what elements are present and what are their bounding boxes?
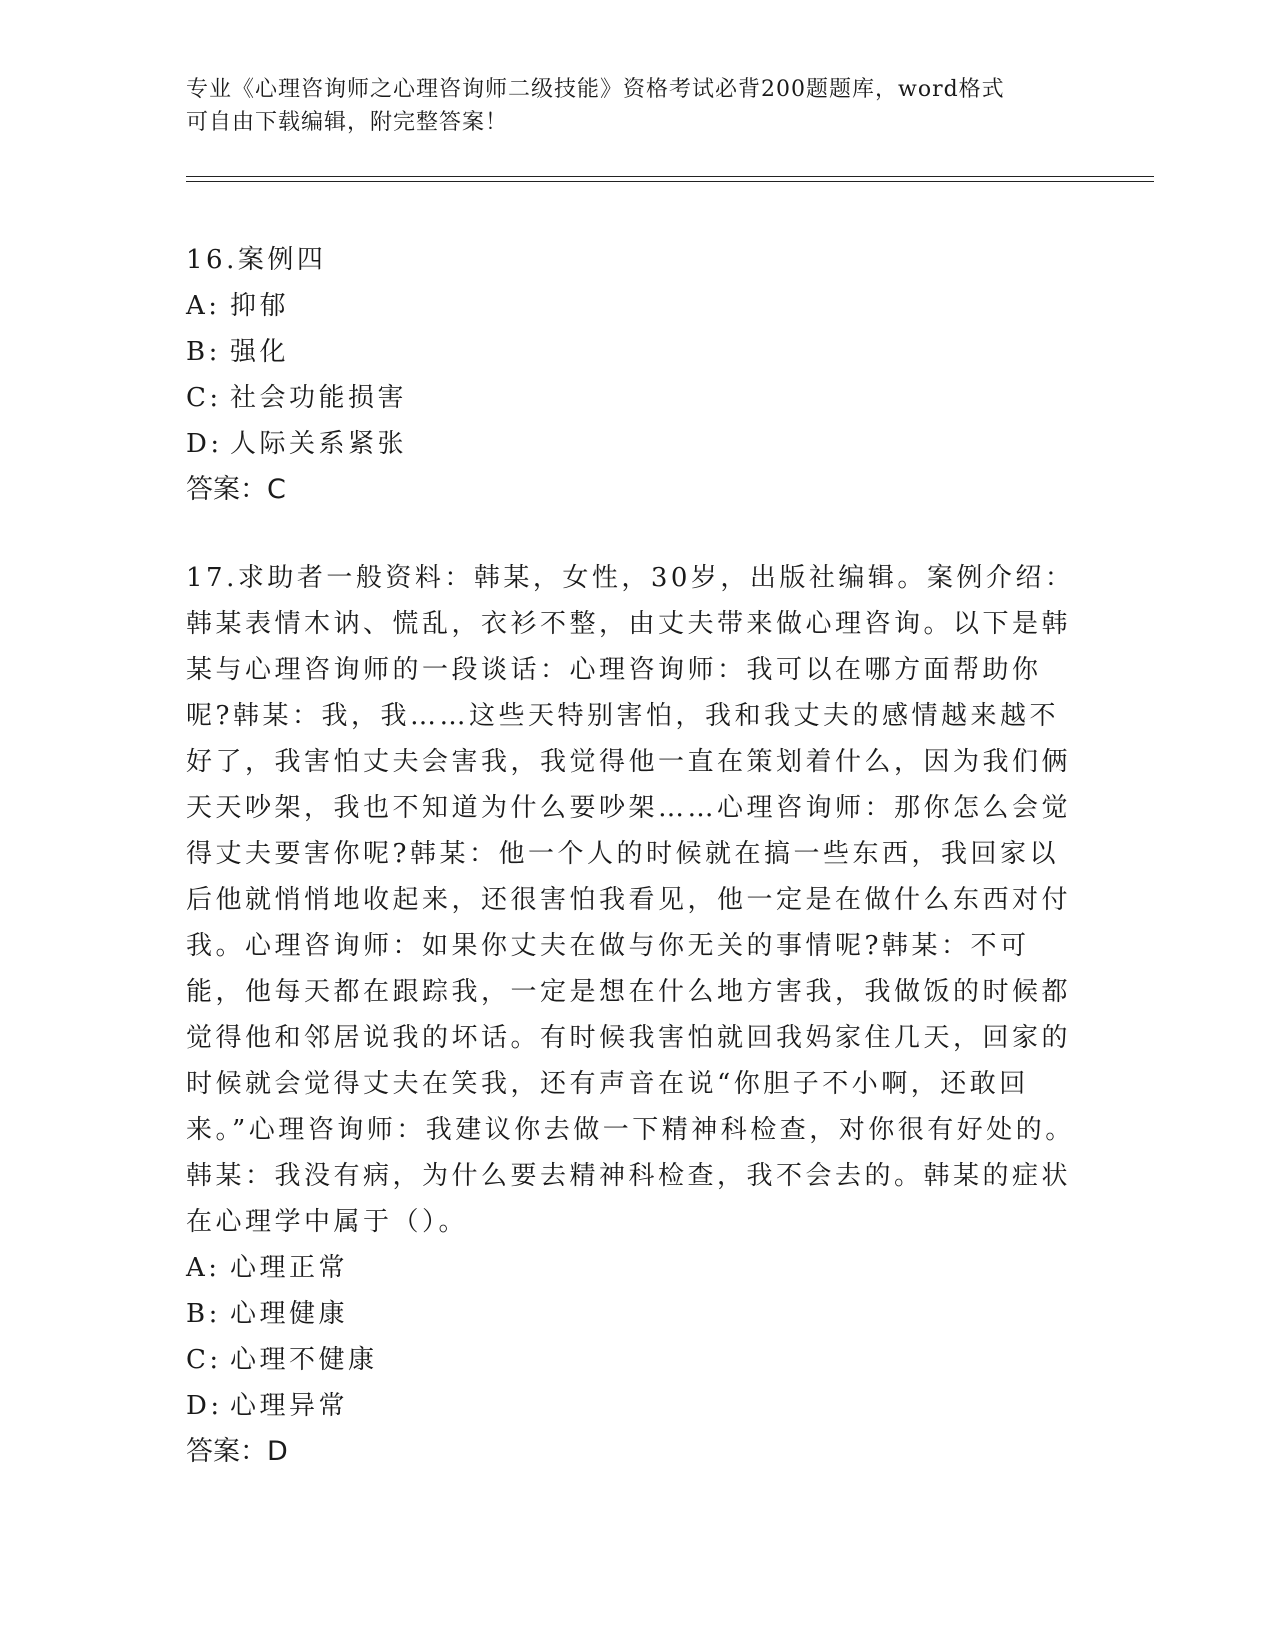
option-letter: B:	[186, 1299, 221, 1329]
option-letter: D:	[186, 1391, 223, 1421]
option-c	[186, 375, 1086, 421]
option-b	[186, 329, 1086, 375]
option-b	[186, 1291, 1086, 1337]
question-stem: 16.案例四	[186, 245, 327, 275]
answer-line: 答案：C	[186, 474, 286, 505]
option-letter: C:	[186, 1345, 222, 1375]
option-a	[186, 283, 1086, 329]
question-16	[186, 237, 1086, 513]
option-text: 心理不健康	[230, 1345, 378, 1375]
option-text: 心理正常	[230, 1253, 349, 1283]
header-line-1: 专业《心理咨询师之心理咨询师二级技能》资格考试必背200题题库，word格式	[186, 77, 1005, 102]
option-letter: D:	[186, 429, 223, 459]
header-divider-bottom	[186, 181, 1154, 182]
option-letter: A:	[186, 291, 221, 321]
option-a	[186, 1245, 1086, 1291]
option-text: 人际关系紧张	[230, 429, 408, 459]
option-d	[186, 421, 1086, 467]
option-letter: C:	[186, 383, 222, 413]
question-stem: 17.求助者一般资料：韩某，女性，30岁，出版社编辑。案例介绍：韩某表情木讷、慌乱，衣衫不整，由丈夫带来做心理咨询。以下是韩某与心理咨询师的一段谈话：心理咨询师：我可以在哪方面帮助你呢?韩某：我，我……这些天特别害怕，我和我丈夫的感情越来越不好了，我害怕丈夫会害我，我觉得他一直在策划着什么，因为我们俩天天吵架，我也不知道为什么要吵架……心理咨询师：那你怎么会觉得丈夫要害你呢?韩某：他一个人的时候就在搞一些东西，我回家以后他就悄悄地收起来，还很害怕我看见，他一定是在做什么东西对付我。心理咨询师：如果你丈夫在做与你无关的事情呢?韩某：不可能，他每天都在跟踪我，一定是想在什么地方害我，我做饭的时候都觉得他和邻居说我的坏话。有时候我害怕就回我妈家住几天，回家的时候就会觉得丈夫在笑我，还有声音在说“你胆子不小啊，还敢回来。”心理咨询师：我建议你去做一下精神科检查，对你很有好处的。韩某：我没有病，为什么要去精神科检查，我不会去的。韩某的症状在心理学中属于（）。	[186, 563, 1075, 1237]
option-text: 强化	[230, 337, 290, 367]
option-d	[186, 1383, 1086, 1429]
option-text: 心理异常	[230, 1391, 349, 1421]
option-letter: B:	[186, 337, 221, 367]
header-divider-top	[186, 176, 1154, 177]
option-text: 心理健康	[230, 1299, 349, 1329]
option-c	[186, 1337, 1086, 1383]
option-text: 社会功能损害	[230, 383, 408, 413]
question-17	[186, 555, 1086, 1475]
answer-line: 答案：D	[186, 1436, 288, 1467]
document-header	[186, 73, 1086, 139]
header-line-2: 可自由下载编辑，附完整答案！	[186, 110, 509, 135]
option-letter: A:	[186, 1253, 221, 1283]
option-text: 抑郁	[230, 291, 290, 321]
